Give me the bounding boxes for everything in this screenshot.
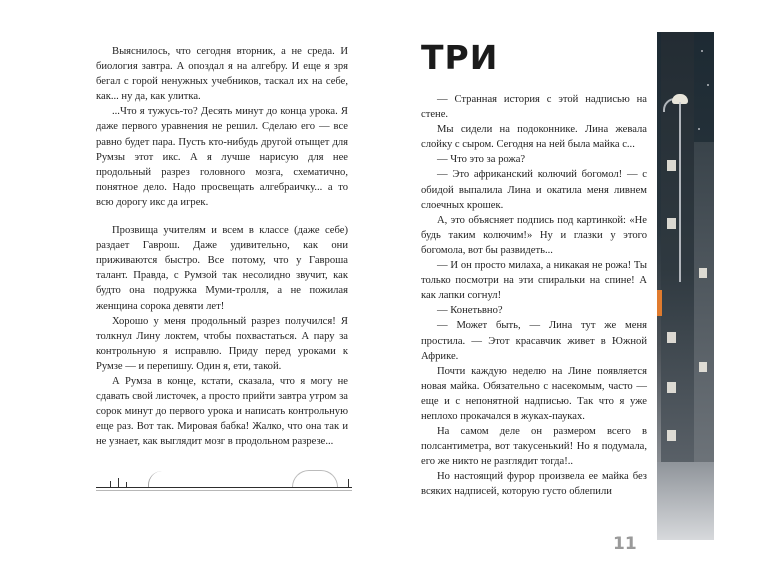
paragraph: А Румза в конце, кстати, сказала, что я могу не сдавать свой листочек, а просто прийти завтра утром за сорок минут до первого урока и написать контрольную еще раз. Вот так. Мировая бабка! Жалко, что она так и не узнает, как выглядит мозг в продольном разрезе... — [96, 375, 348, 448]
star-icon — [707, 84, 709, 86]
paragraph: А, это объясняет подпись под картинкой: «Не будь таким колючим!» Ну и глазки у этого богомола, вот бы развидеть... — [421, 214, 647, 256]
paragraph: Почти каждую неделю на Лине появляется новая майка. Обязательно с насекомым, часто — еще и с непонятной надписью. Так что я уже неплохо прокачался в жуках-пауках. — [421, 365, 647, 422]
window-icon — [667, 160, 676, 171]
accent-strip — [657, 290, 662, 316]
right-page-text-column — [421, 92, 647, 500]
star-icon — [698, 128, 700, 130]
ground-line — [96, 487, 352, 488]
window-icon — [667, 430, 676, 441]
window-icon — [667, 332, 676, 343]
paragraph: На самом деле он размером всего в полсантиметра, вот такусенький! Но я подумала, его же никто не разглядит тогда!.. — [421, 426, 647, 468]
grass-tick-icon — [126, 482, 127, 487]
paragraph: — Странная история с этой надписью на стене. — [421, 94, 647, 121]
paragraph: — Это африканский колючий богомол! — с обидой выпалила Лина и окатила меня ливнем слоечных крошек. — [421, 169, 647, 211]
paragraph: — И он просто милаха, а никакая не рожа! Ты только посмотри на эти спиральки на спине! А как лапки согнул! — [421, 260, 647, 302]
sprout-icon — [148, 471, 175, 487]
grass-tick-icon — [348, 479, 349, 487]
chapter-title: ТРИ — [421, 38, 499, 77]
grass-tick-icon — [118, 478, 119, 487]
window-icon — [667, 382, 676, 393]
building-tower-secondary — [694, 142, 714, 472]
street-lamp-pole — [679, 102, 681, 282]
paragraph: — Может быть, — Лина тут же меня простила. — Этот красавчик живет в Южной Африке. — [421, 320, 647, 362]
paragraph: Хорошо у меня продольный разрез получился! Я толкнул Лину локтем, чтобы похвастаться. А пару за контрольную я исправлю. Приду перед уроками к Румзе — и перепишу. Один я, ети, такой. — [96, 315, 348, 372]
window-icon — [699, 362, 707, 372]
paragraph: ...Что я тужусь-то? Десять минут до конца урока. Я даже первого уравнения не решил. Сделаю его — все равно будет пара. Пусть кто-нибудь другой отыщет для Румзы этот икс. А я лучше нарисую для нее продольный разрез головного мозга, схематично, понятное дело. Надо просвещать алгебраичку... а то всю дорогу икс да игрек. — [96, 106, 348, 208]
left-page-text-column — [96, 44, 348, 449]
paragraph: Но настоящий фурор произвела ее майка без всяких надписей, которую густо облепили — [421, 471, 647, 498]
window-icon — [667, 218, 676, 229]
window-icon — [699, 268, 707, 278]
hill-shape-icon — [292, 470, 338, 487]
paragraph: — Что это за рожа? — [437, 154, 526, 166]
paragraph: Мы сидели на подоконнике. Лина жевала слойку с сыром. Сегодня на ней была майка с... — [421, 124, 647, 151]
paragraph: Прозвища учителям и всем в классе (даже себе) раздает Гаврош. Даже удивительно, как они приживаются быстро. Все потому, что у Гавроша талант. Правда, с Румзой так несолидно звучит, как будто она подружка Муми-тролля, а не пожилая женщина сорока девяти лет! — [96, 225, 348, 312]
ground-sketch-illustration — [96, 455, 352, 505]
ground-line-shadow — [96, 490, 352, 491]
paragraph: — Конетьвно? — [437, 305, 503, 317]
street-ground — [657, 462, 714, 540]
night-street-illustration — [657, 32, 714, 540]
star-icon — [701, 50, 703, 52]
paragraph: Выяснилось, что сегодня вторник, а не среда. И биология завтра. А опоздал я на алгебру. И еще я зря бегал с горой ненужных учебников, таскал их на себе, как... ну да, как улитка. — [96, 46, 348, 103]
grass-tick-icon — [110, 481, 111, 487]
page-number: 11 — [613, 534, 637, 554]
